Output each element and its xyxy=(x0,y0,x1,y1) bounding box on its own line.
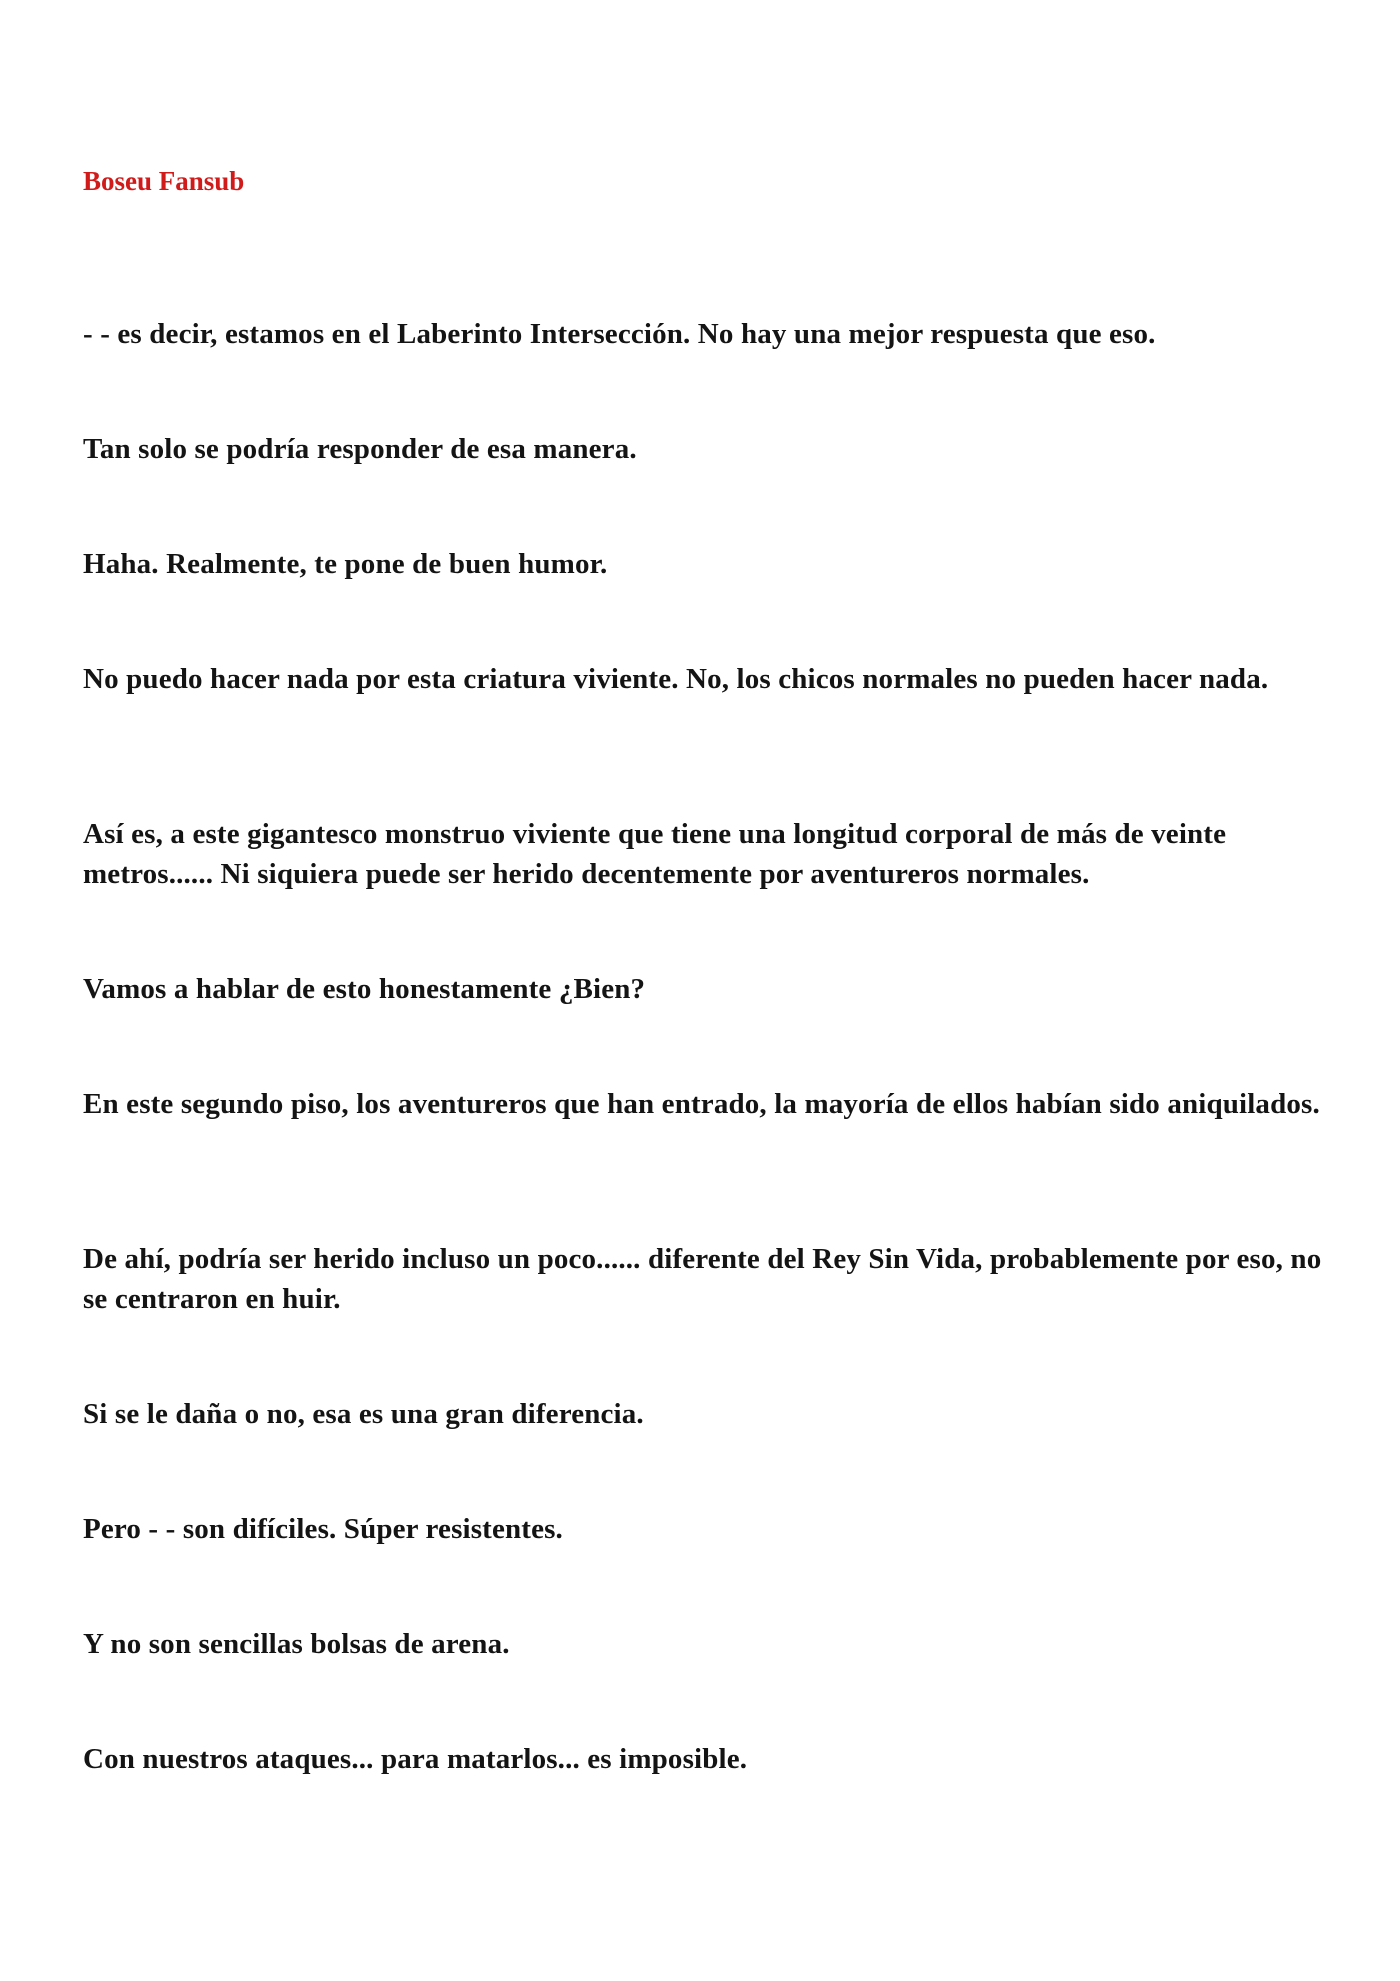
paragraph-4: No puedo hacer nada por esta criatura viviente. No, los chicos normales no pueden hacer nada. xyxy=(83,663,1269,695)
paragraph-7: En este segundo piso, los aventureros que han entrado, la mayoría de ellos habían sido aniquilados. xyxy=(83,1088,1320,1120)
paragraph-5: Así es, a este gigantesco monstruo viviente que tiene una longitud corporal de más de veinte metros...... Ni siquiera puede ser herido decentemente por aventureros normales. xyxy=(83,818,1227,890)
paragraph-3: Haha. Realmente, te pone de buen humor. xyxy=(83,548,608,580)
fansub-header: Boseu Fansub xyxy=(83,166,245,196)
paragraph-11: Y no son sencillas bolsas de arena. xyxy=(83,1628,510,1660)
paragraph-9: Si se le daña o no, esa es una gran diferencia. xyxy=(83,1398,644,1430)
paragraph-6: Vamos a hablar de esto honestamente ¿Bien? xyxy=(83,973,646,1005)
paragraph-12: Con nuestros ataques... para matarlos... es imposible. xyxy=(83,1743,748,1775)
paragraph-2: Tan solo se podría responder de esa manera. xyxy=(83,433,637,465)
paragraph-8: De ahí, podría ser herido incluso un poco...... diferente del Rey Sin Vida, probablemente por eso, no se centraron en huir. xyxy=(83,1243,1322,1315)
paragraph-10: Pero - - son difíciles. Súper resistentes. xyxy=(83,1513,563,1545)
paragraph-1: - - es decir, estamos en el Laberinto Intersección. No hay una mejor respuesta que eso. xyxy=(83,318,1156,350)
